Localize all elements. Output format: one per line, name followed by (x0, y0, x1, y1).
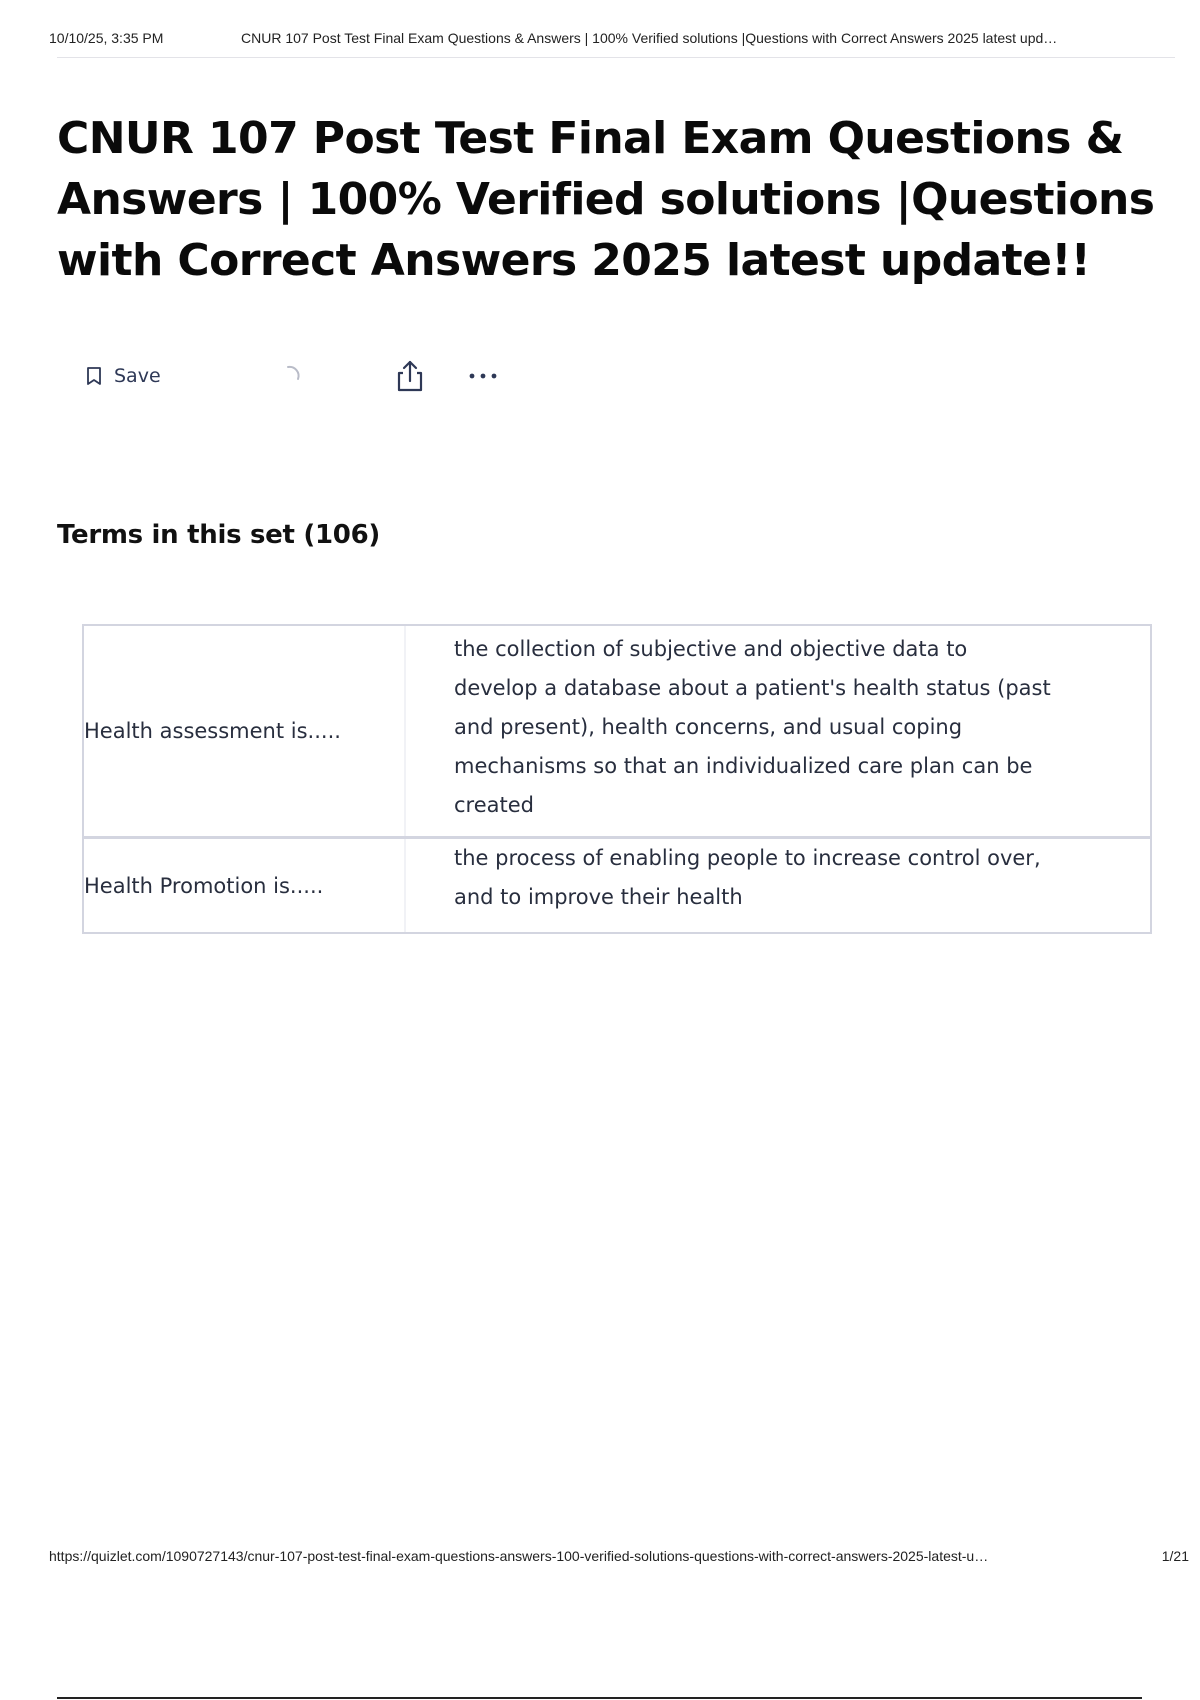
share-button[interactable] (394, 359, 426, 393)
page-title: CNUR 107 Post Test Final Exam Questions & Answers | 100% Verified solutions |Questions with Correct Answers 2025 latest update!! (57, 113, 1155, 286)
more-options-button[interactable] (466, 362, 500, 390)
save-label: Save (114, 365, 161, 387)
print-doc-title: CNUR 107 Post Test Final Exam Questions & Answers | 100% Verified solutions |Questions with Correct Answers 2025 latest upd… (241, 30, 1058, 46)
term-card[interactable] (82, 624, 1152, 838)
print-header (49, 30, 1180, 52)
save-button[interactable] (86, 358, 161, 394)
page-number: 1/21 (1161, 1548, 1189, 1564)
print-date: 10/10/25, 3:35 PM (49, 30, 164, 46)
terms-list (82, 624, 1152, 934)
header-divider (57, 57, 1175, 58)
bookmark-icon (86, 366, 102, 386)
spinner-icon (278, 364, 302, 388)
term-card[interactable] (82, 837, 1152, 934)
definition-text: the collection of subjective and objective data to develop a database about a patient's health status (past and present), health concerns, and usual coping mechanisms so that an individualized care plan can be created (454, 637, 1051, 817)
print-footer (49, 1548, 1189, 1570)
term-text: Health assessment is..... (84, 626, 406, 836)
terms-heading: Terms in this set (106) (57, 520, 380, 550)
set-toolbar (86, 358, 536, 394)
more-icon (466, 362, 500, 390)
share-icon (394, 359, 426, 393)
print-url: https://quizlet.com/1090727143/cnur-107-post-test-final-exam-questions-answers-100-verified-solutions-questions-with-correct-answers-2025-latest-u… (49, 1548, 989, 1564)
definition-text: the process of enabling people to increase control over, and to improve their health (454, 846, 1041, 909)
term-text: Health Promotion is..... (84, 839, 406, 932)
bottom-divider (57, 1697, 1142, 1699)
